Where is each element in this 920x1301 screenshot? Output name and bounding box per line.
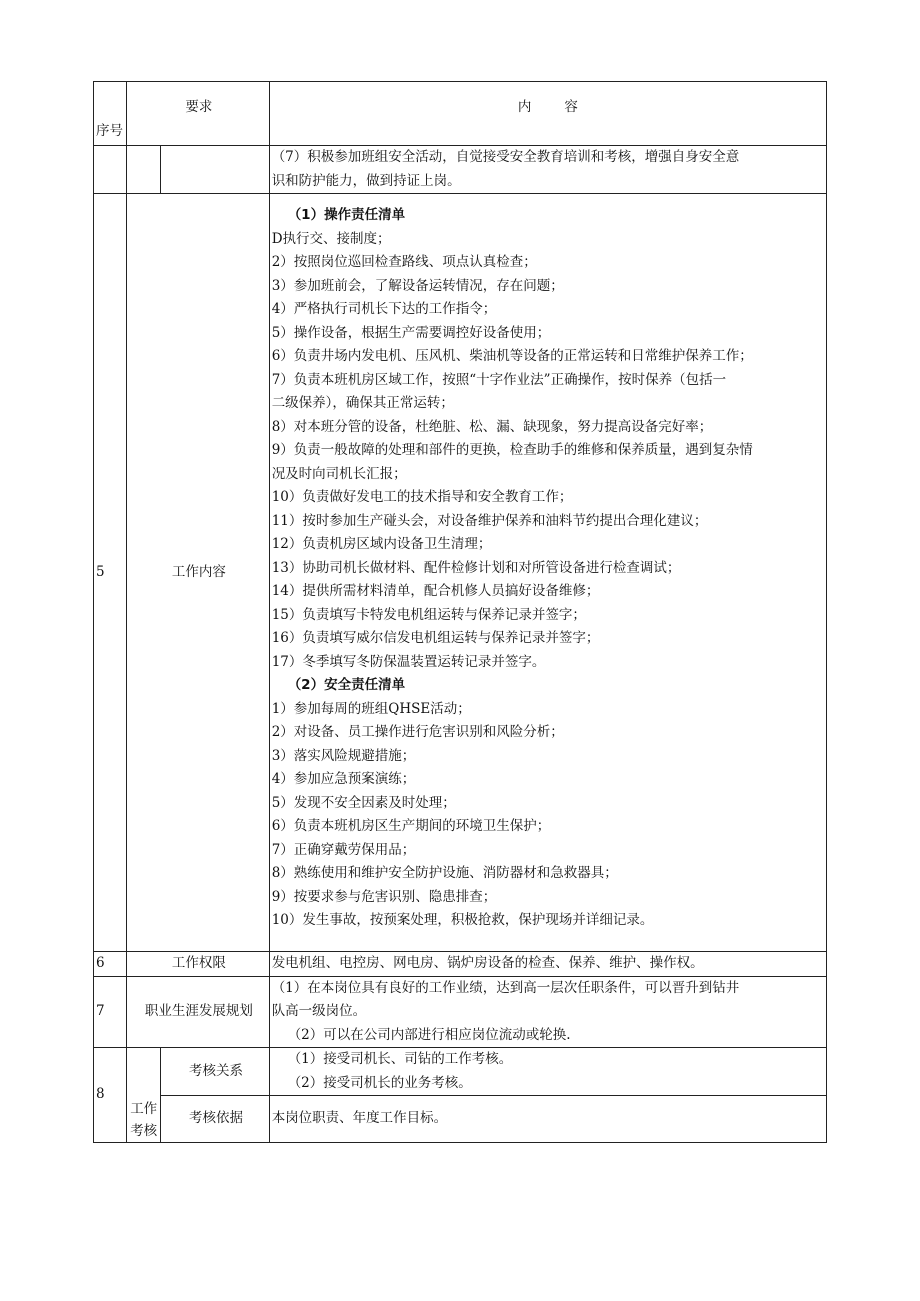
row8-sub1-line: （2）接受司机长的业务考核。: [287, 1074, 472, 1091]
continuation-req-cell-2: [161, 146, 269, 194]
list-item: 5）发现不安全因素及时处理；: [271, 794, 456, 811]
row-assessment-relation: [94, 1048, 827, 1096]
row8-sub1-label: 考核关系: [161, 1048, 269, 1096]
row8-sub1-line: （1）接受司机长、司钻的工作考核。: [287, 1051, 513, 1067]
list-item: 14）提供所需材料清单，配合机修人员搞好设备维修；: [271, 583, 600, 599]
list-item: 5）操作设备，根据生产需要调控好设备使用；: [271, 324, 551, 341]
section1-title: （1）操作责任清单: [287, 207, 406, 223]
header-requirement: 要求: [127, 82, 270, 146]
row8-sub2-label: 考核依据: [161, 1096, 269, 1143]
continuation-content: [269, 146, 826, 194]
responsibility-table: [93, 81, 827, 1143]
continuation-row: [94, 146, 827, 194]
list-item: 7）负责本班机房区域工作，按照“十字作业法”正确操作，按时保养（包括一: [271, 371, 727, 388]
row8-sub1-content: [269, 1048, 826, 1096]
continuation-req-cell-1: [127, 146, 161, 194]
header-row: [94, 82, 827, 146]
row8-group-text: 工作考核: [130, 1101, 158, 1139]
list-item: 8）熟练使用和维护安全防护设施、消防器材和急救器具；: [271, 865, 618, 881]
list-item: 6）负责本班机房区生产期间的环境卫生保护；: [271, 818, 551, 834]
section2-title: （2）安全责任清单: [287, 677, 406, 693]
row6-requirement: 工作权限: [127, 952, 270, 977]
row5-requirement: 工作内容: [127, 194, 270, 952]
list-item: 16）负责填写威尔信发电机组运转与保养记录并签字；: [271, 630, 600, 646]
section1-list: [272, 228, 826, 675]
row5-content: [269, 194, 826, 952]
row7-requirement: 职业生涯发展规划: [127, 976, 270, 1048]
list-item: 10）发生事故，按预案处理，积极抢救，保护现场并详细记录。: [271, 912, 654, 928]
list-item: 7）正确穿戴劳保用品；: [271, 841, 416, 858]
list-item: 4）严格执行司机长下达的工作指令；: [271, 301, 497, 317]
row7-content: [269, 976, 826, 1048]
list-item: 2）按照岗位巡回检查路线、项点认真检查；: [271, 254, 537, 270]
row7-line: （1）在本岗位具有良好的工作业绩，达到高一层次任职条件，可以晋升到钻井: [271, 979, 740, 996]
list-item: 12）负责机房区域内设备卫生清理；: [271, 536, 492, 552]
list-item: 11）按时参加生产碰头会，对设备维护保养和油料节约提出合理化建议；: [271, 512, 708, 529]
row7-line: 队高一级岗位。: [271, 1003, 367, 1019]
header-content: 内 容: [269, 82, 826, 146]
row8-index: 8: [94, 1048, 127, 1143]
row-work-content: [94, 194, 827, 952]
list-item: 9）负责一般故障的处理和部件的更换，检查助手的维修和保养质量，遇到复杂情: [271, 442, 753, 458]
list-item: 6）负责井场内发电机、压风机、柴油机等设备的正常运转和日常维护保养工作；: [271, 348, 753, 364]
list-item: 9）按要求参与危害识别、隐患排查；: [271, 888, 497, 905]
list-item: 8）对本班分管的设备，杜绝脏、松、漏、缺现象，努力提高设备完好率；: [271, 418, 713, 435]
continuation-index-cell: [94, 146, 127, 194]
list-item: 4）参加应急预案演练；: [271, 771, 416, 787]
list-item: 13）协助司机长做材料、配件检修计划和对所管设备进行检查调试；: [271, 559, 681, 576]
list-item: 3）落实风险规避措施；: [271, 747, 416, 764]
list-item: 况及时向司机长汇报；: [271, 465, 407, 482]
list-item: 3）参加班前会，了解设备运转情况，存在问题；: [271, 277, 564, 294]
list-item: 2）对设备、员工操作进行危害识别和风险分析；: [271, 724, 564, 740]
list-item: 15）负责填写卡特发电机组运转与保养记录并签字；: [271, 606, 586, 623]
list-item: 17）冬季填写冬防保温装置运转记录并签字。: [271, 653, 546, 670]
row5-index: 5: [94, 194, 127, 952]
header-index: 序号: [94, 82, 127, 146]
row6-content: 发电机组、电控房、网电房、锅炉房设备的检查、保养、维护、操作权。: [269, 952, 826, 977]
row6-index: 6: [94, 952, 127, 977]
row-career-plan: [94, 976, 827, 1048]
list-item: D执行交、接制度；: [271, 230, 391, 247]
row-work-authority: [94, 952, 827, 977]
list-item: 二级保养），确保其正常运转；: [271, 395, 454, 411]
row7-line: （2）可以在公司内部进行相应岗位流动或轮换.: [287, 1026, 571, 1043]
continuation-line: 识和防护能力，做到持证上岗。: [271, 172, 461, 189]
continuation-line: （7）积极参加班组安全活动，自觉接受安全教育培训和考核，增强自身安全意: [271, 149, 740, 165]
list-item: 1）参加每周的班组QHSE活动；: [271, 700, 471, 717]
row8-group-label: [127, 1048, 161, 1143]
list-item: 10）负责做好发电工的技术指导和安全教育工作；: [271, 489, 573, 505]
row8-sub2-content: 本岗位职责、年度工作目标。: [269, 1096, 826, 1143]
section2-list: [272, 698, 826, 933]
row7-index: 7: [94, 976, 127, 1048]
row-assessment-basis: [94, 1096, 827, 1143]
